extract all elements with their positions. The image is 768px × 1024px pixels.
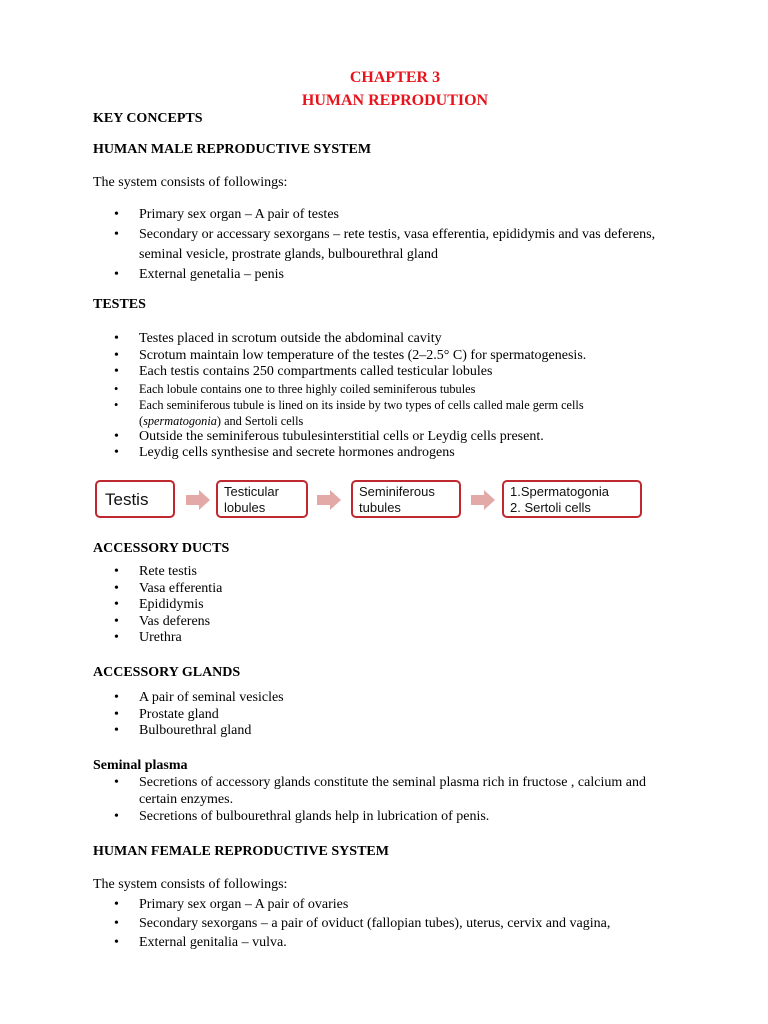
- list-item: [93, 397, 703, 429]
- chapter-number: CHAPTER 3: [349, 69, 441, 86]
- list-item: • External genitalia – vulva.: [93, 933, 693, 952]
- key-concepts-heading: KEY CONCEPTS: [93, 111, 203, 126]
- flow-box-testis: [95, 480, 175, 518]
- female-system-list: [93, 895, 693, 952]
- list-item: • Secretions of bulbourethral glands help in lubrication of penis.: [93, 809, 693, 826]
- list-item: • External genetalia – penis: [93, 265, 693, 285]
- list-item-tail: ) and Sertoli cells: [216, 413, 304, 428]
- list-item: • Scrotum maintain low temperature of the testes (2–2.5° C) for spermatogenesis.: [93, 348, 703, 365]
- flow-box-label: 1.Spermatogonia: [510, 484, 610, 499]
- flow-box-lobules: [216, 480, 308, 518]
- list-item: • Secondary or accessary sexorgans – rete testis, vasa efferentia, epididymis and vas deferens, seminal vesicle, prostrate glands, bulbourethral gland: [93, 225, 693, 265]
- list-item: • Rete testis: [93, 564, 693, 581]
- list-item: • Primary sex organ – A pair of ovaries: [93, 895, 693, 914]
- list-item: • Primary sex organ – A pair of testes: [93, 205, 693, 225]
- list-item: • Leydig cells synthesise and secrete hormones androgens: [93, 445, 703, 462]
- seminal-plasma-list: [93, 775, 693, 826]
- male-system-heading: HUMAN MALE REPRODUCTIVE SYSTEM: [93, 142, 372, 157]
- chapter-title: [93, 66, 697, 112]
- female-system-heading: HUMAN FEMALE REPRODUCTIVE SYSTEM: [93, 844, 389, 859]
- list-item-text: Each seminiferous tubule is lined on its inside by two types of cells called male germ cells: [139, 397, 584, 412]
- list-item: • Secretions of accessory glands constitute the seminal plasma rich in fructose , calcium and certain enzymes.: [93, 775, 693, 808]
- list-item: • Each testis contains 250 compartments called testicular lobules: [93, 364, 703, 381]
- list-item: • Vasa efferentia: [93, 581, 693, 598]
- flow-box-tubules: [351, 480, 461, 518]
- flow-arrow-icon: [317, 490, 341, 510]
- list-item-italic: spermatogonia: [143, 413, 217, 428]
- list-item: • Each lobule contains one to three highly coiled seminiferous tubules: [93, 381, 703, 397]
- male-system-intro: The system consists of followings:: [93, 175, 288, 190]
- list-item: • Urethra: [93, 630, 693, 647]
- flow-box-label: lobules: [224, 500, 266, 515]
- list-item: • Bulbourethral gland: [93, 723, 693, 740]
- testis-flow-diagram: [95, 480, 655, 524]
- flow-arrow-icon: [471, 490, 495, 510]
- list-item: • Vas deferens: [93, 614, 693, 631]
- flow-box-label: Testis: [105, 490, 149, 509]
- list-item: • Secondary sexorgans – a pair of oviduct (fallopian tubes), uterus, cervix and vagina,: [93, 914, 693, 933]
- chapter-name: HUMAN REPRODUTION: [301, 92, 489, 109]
- list-item: • Epididymis: [93, 597, 693, 614]
- male-system-list: [93, 205, 693, 285]
- flow-box-cells: [502, 480, 642, 518]
- testes-heading: TESTES: [93, 297, 146, 312]
- list-item: • Outside the seminiferous tubulesinterstitial cells or Leydig cells present.: [93, 429, 703, 446]
- female-system-intro: The system consists of followings:: [93, 877, 288, 892]
- list-item: • Prostate gland: [93, 707, 693, 724]
- list-item: • Testes placed in scrotum outside the abdominal cavity: [93, 331, 703, 348]
- seminal-plasma-heading: Seminal plasma: [93, 758, 188, 773]
- testes-list: [93, 331, 703, 462]
- accessory-ducts-list: [93, 564, 693, 647]
- flow-arrow-icon: [186, 490, 210, 510]
- accessory-glands-heading: ACCESSORY GLANDS: [93, 665, 241, 680]
- list-item: • A pair of seminal vesicles: [93, 690, 693, 707]
- accessory-ducts-heading: ACCESSORY DUCTS: [93, 541, 230, 556]
- accessory-glands-list: [93, 690, 693, 740]
- flow-box-label: 2. Sertoli cells: [510, 500, 591, 515]
- flow-box-label: Seminiferous: [359, 484, 435, 499]
- flow-box-label: Testicular: [224, 484, 279, 499]
- flow-box-label: tubules: [359, 500, 401, 515]
- list-item-open: (: [139, 413, 144, 428]
